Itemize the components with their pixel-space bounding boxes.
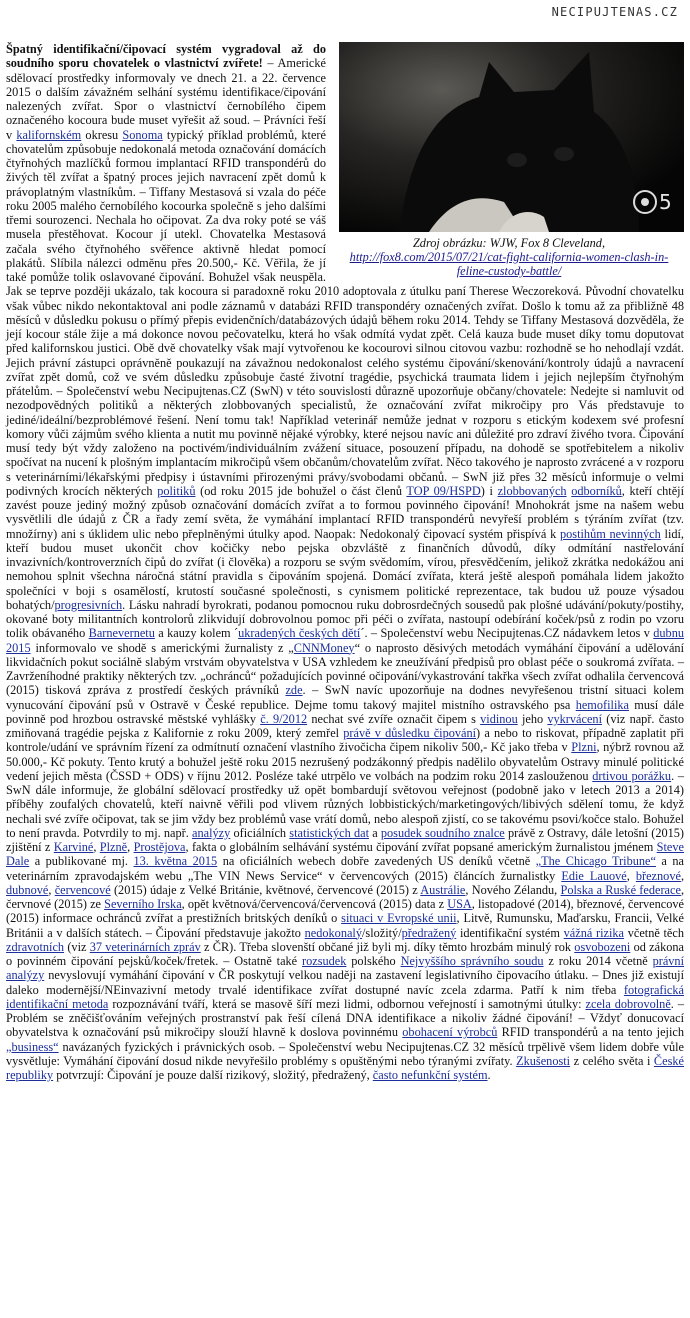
text-run: , Litvě, Rumunsku, Maďarsku, Francii, Velké Británii a v dalších státech. – Čipování představuje jakožto: [6, 911, 685, 940]
link-predrazeny[interactable]: předražený: [401, 925, 457, 940]
text-run: nevyslovují vymáhání čipování v ČR poskytují velkou naději na zastavení legislativního čipovacího útlaku. – Dnes již existují daleko modernější/NEinvazivní metody trvalé identifikace zvířat dostupné navíc zcela zdarma. Patří k nim třeba: [6, 968, 684, 997]
text-run: rozpoznávání tváří, která se masově šíří mezi lidmi, odbornou veřejností i samotnými útulky:: [108, 996, 586, 1011]
link-severni-irsko[interactable]: Severního Irska: [104, 897, 182, 911]
link-plzne[interactable]: Plzně: [99, 840, 128, 854]
text-run: od zákona o povinném čipování pejsků/koček/fretek. – Ostatně také: [6, 939, 684, 968]
link-postihum[interactable]: postihům nevinných: [560, 526, 661, 541]
text-run: ,: [93, 840, 100, 854]
link-statistickych-dat[interactable]: statistických dat: [289, 825, 369, 840]
link-zkusenosti[interactable]: Zkušenosti: [516, 1053, 571, 1068]
text-run: informovalo ve shodě s americkými žurnalisty z „: [30, 640, 294, 655]
text-run: ,: [127, 840, 134, 854]
text-run: (2015) údaje z Velké Británie, květnové, červencové (2015) z: [110, 882, 421, 897]
link-zdravotnich[interactable]: zdravotních: [6, 939, 65, 954]
text-run: (viz: [64, 939, 90, 954]
text-run: a kauzy kolem ´: [154, 626, 239, 641]
link-top09[interactable]: TOP 09/HSPD: [406, 483, 481, 498]
text-run: nechat své zvíře označit čipem s: [307, 711, 481, 726]
text-run: okresu: [81, 127, 123, 142]
link-karvine[interactable]: Karviné: [53, 840, 94, 854]
link-breznove[interactable]: březnové: [635, 868, 681, 883]
link-chicago-tribune[interactable]: „The Chicago Tribune“: [535, 854, 656, 869]
article-title: Špatný identifikační/čipovací systém vygradoval až do soudního sporu chovatelek o vlastnictví zvířete!: [6, 42, 326, 71]
link-business[interactable]: „business“: [6, 1039, 59, 1054]
text-run: . – SwN navíc upozorňuje na dodnes nevyřešenou tristní situaci kolem vynucování čipování psů v Ostravě v České republice. Dejme tomu takový majitel mistního ostravského psa: [6, 683, 685, 712]
link-vidinou[interactable]: vidinou: [480, 711, 518, 726]
link-foto-identifikace[interactable]: fotografická identifikační metoda: [6, 982, 684, 1011]
link-zlobbovanych[interactable]: zlobbovaných: [497, 483, 567, 498]
link-analyzy[interactable]: analýzy: [192, 825, 231, 840]
text-run: včetně těch: [624, 925, 684, 940]
link-vykrvaceni[interactable]: vykrvácení: [547, 711, 602, 726]
text-run: . Lásku nahradí byrokrati, podanou pomocnou ruku dobrosrdečných sousedů pak plošné udávání/pokuty/postihy, okované boty militantních kontrolorů zlikvidují dobrovolnou pomoc při péči o zvířata, nastoupí odebírání koček/psů z rodin po vzoru tolik obávaného: [6, 597, 684, 641]
link-situace-eu[interactable]: situaci v Evropské unii: [341, 911, 457, 926]
link-dubnove[interactable]: dubnové: [6, 882, 49, 897]
link-polska-rusko[interactable]: Polska a Ruské federace: [560, 882, 681, 897]
text-run: . – Problém se zněčišťováním veřejných prostranství pak řeší cílená DNA identifikace a nikoliv žádné čipování! – Vždyť donucovací obyvatelstva k označování psů mikročipy slouží hlavně k doslova povinnému: [6, 996, 684, 1040]
text-run: z ČR). Třeba slovenští občané již byli mj. díky těmto hrozbám minulý rok: [200, 939, 575, 954]
text-run: ,: [680, 868, 685, 883]
link-plzni[interactable]: Plzni: [571, 740, 597, 755]
link-zde[interactable]: zde: [285, 683, 303, 698]
text-run: oficiálních: [230, 825, 290, 840]
link-cnnmoney[interactable]: CNNMoney: [293, 640, 355, 655]
link-vyhlaska-9-2012[interactable]: č. 9/2012: [260, 711, 308, 726]
text-run: a: [368, 825, 381, 840]
link-politiku[interactable]: politiků: [157, 483, 196, 498]
text-run: ) a nebo to riskovat, případně zaplatit při kontrole/udání ve správním řízení za odmítnutí označení vlastního živočicha čipem nikoliv 500,- Kč jako třeba v: [6, 726, 684, 755]
text-run: lidí, kteří budou muset ukončit chov kočičky nebo pejska obzvláště z finančních důvodů, díky odmítání nastřelování invazivních/kontroverzních čipů do zvířat (i člověka) a rozporu se svým svědomím, vírou, přesvědčením, jelikož zkrátka nedokážou ani nemohou splnit všechna náročná státní pravidla s čipováním spojená. Domácí zvířata, která ještě alespoň pomáhala lidem jakožto společníci v boji s osamělostí, krutostí současné společnosti, s cynismem politické reprezentace, tak budou už pouze výsadou bohatých/: [6, 526, 684, 612]
link-nefunkcni-system[interactable]: často nefunkční systém: [372, 1068, 488, 1082]
link-cervencove[interactable]: červencové: [54, 882, 111, 897]
text-run: , opět květnová/červencová/červencová (2015) data z: [181, 897, 448, 911]
text-run: ,: [626, 868, 636, 883]
link-drtivou-porazku[interactable]: drtivou porážku: [592, 768, 672, 783]
text-run: právě z Ostravy, dále letošní (2015) zjištění z: [6, 825, 685, 854]
link-duben-2015[interactable]: dubnu 2015: [6, 626, 684, 655]
text-run: (od roku 2015 jde bohužel o část členů: [195, 483, 407, 498]
text-run: , Nového Zélandu,: [465, 882, 561, 897]
text-run: – Americké sdělovací prostředky informovaly ve dnech 21. a 22. července 2015 o dalším závažném selhání systému identifikace/čipování nalezených zvířat. Spor o vlastnictví černobílého čipem označeného kocoura bude muset vyřešit až soud. – Právníci řeší v: [6, 56, 326, 142]
text-run: , nýbrž rovnou až 50.000,- Kč pokuty. Tento krutý a bohužel ještě roku 2015 nezrušený podzákonný předpis nadělilo obyvatelům Ostravy minulé politické vedení jejich města (ČSSD + ODS) v říjnu 2012. Posléze také utrpělo ve volbách na podzim roku 2014 zaslouženou: [6, 740, 684, 783]
link-australie[interactable]: Austrálie: [420, 882, 466, 897]
link-odborniku[interactable]: odborníků: [571, 483, 622, 498]
link-kalifornskem[interactable]: kalifornském: [16, 127, 82, 142]
article-body: [6, 42, 684, 1082]
link-barnevernet[interactable]: Barnevernetu: [88, 626, 155, 641]
text-run: , červnové (2015) ze: [6, 882, 685, 911]
link-edie-lauove[interactable]: Edie Lauové: [561, 868, 627, 883]
text-run: , fakta o globálním selhávání systému čipování zvířat popsané americkým žurnalistou jménem: [185, 840, 657, 854]
link-posudek[interactable]: posudek soudního znalce: [380, 825, 505, 840]
link-steve-dale[interactable]: Steve Dale: [6, 840, 684, 869]
cat-photo: [339, 42, 684, 232]
text-run: z roku 2014 včetně: [543, 954, 653, 968]
tv-logo-text: 5: [659, 190, 672, 214]
link-13-kvetna-2015[interactable]: 13. května 2015: [133, 854, 218, 869]
text-run: typický příklad problémů, které chovatelům způsobuje nedokonalá metoda označování domácích čtyřnohých mazlíčků formou implantací RFID transpondérů do živých těl zvířat a špatný proces jejich navracení zpět domů k právoplatným vlastníkům. – Tiffany Mestasová si vzala do péče roku 2005 malého černobílého kocourka společně s jeho dalšími třemi sourozenci. Nechala ho očipovat. Za dva roky poté se váš musela přestěhovat. Kocour jí utekl. Chovatelka Mestasová začala svého čtyřnohého svěřence aktivně hledat pomocí plakátů. Slíbila nálezci odměnu přes 20.500,- Kč. Věřila, že jí také pomůže tolik oslavované čipování. Bohužel však neuspěla. Jak se teprve později ukázalo, tak kocoura si paradoxně roku 2010 adoptovala z útulku paní Therese Weczoreková. Původní chovatelku však vůbec nikdo nekontaktoval ani podle záznamů v databázi RFID transpondéry označených zvířat. Došlo k tomu až za přibližně 48 měsíců v důsledku pokusu o přímý přepis evidenčních/databázových údajů během roku 2014. Tehdy se Tiffany Mestasová dozvěděla, že její kocour stále žije a má dokonce novou pečovatelku, která ho však odmítá vydat zpět. Celá kauza bude muset díky tomu doputovat před kalifornskou justici. Obě dvě chovatelky však mají vytvořenou ke kocourovi silnou citovou vazbu: rozhodně se ho nehodlají vzdát. Jejich právní zástupci oprávněně poukazují na závažnou nedokonalost celého systému čipování/skenování/kontroly údajů a navracení zvířat zpět domů, což ve svém důsledku způsobuje časté životní tragédie, psychická traumata lidem i jejich nejlepším čtyřnohým přátelům. – Společenství webu Necipujtenas.CZ (SwN) v této souvislosti důrazně upozorňuje občany/chovatele: Nedejte si namluvit od nezodpovědných politiků a některých zlobbovaných specialistů, že označování zvířat mikročipy pro Vás představuje to jediné/ideální/bezproblémové řešení. Není tomu tak! Například veterinář nemůže jednat v rozporu s etickým kodexem své profesní komory vůči zájmům svého klienta a nutit mu povinně nějaké výrobky, které nejsou navíc ani důležité pro zdraví živého tvora. Čipování musí tedy být vždy založeno na poctivém/individuálním zvážení situace, posouzení případu, na dohodě se spotřebitelem a nikoliv spočívat na nucení k plošným implantacím mikročipů všem občanům/chovatelům zvířat. Něco takového je naprosto zvrácené a v rozporu s veterinárními/lékařskými předpisy i ústavními přirozenými právy/svobodami občanů. – SwN již přes 32 měsíců informuje o velmi podivných krocích některých: [6, 127, 684, 498]
figure-caption: [334, 236, 684, 278]
text-run: musí dále povinně pod hrozbou ostravské městské vyhlášky: [6, 697, 684, 726]
cat-silhouette-graphic: [339, 42, 684, 232]
article-figure: [334, 42, 684, 278]
text-run: ,: [48, 882, 55, 897]
link-rozsudek[interactable]: rozsudek: [302, 954, 347, 968]
text-run: ) i: [480, 483, 498, 498]
link-obohaceni-vyrobcu[interactable]: obohacení výrobců: [402, 1025, 498, 1040]
link-nejvyssi-soud[interactable]: Nejvyššího správního soudu: [400, 954, 544, 968]
link-osvobozeni[interactable]: osvobozeni: [574, 939, 631, 954]
text-run: identifikační systém: [456, 925, 564, 940]
link-hemofilika[interactable]: hemofilika: [575, 697, 629, 712]
text-run: polského: [346, 954, 401, 968]
text-run: , kteří chtějí zavést pouze jediný možný způsob označování domácích zvířat a to formou povinného čipování! Mnohokrát jsme na našem webu vysvětlili dle údajů z ČR a řady zemí světa, že vymáhání implantací RFID transpondérů nevyřeší problém s týráním zvířat (tzv. množírny) ani s úklidem ulic nebo přeplněnými útulky apod. Naopak: Nedokonalý čipovací systém přispívá k: [6, 483, 685, 541]
link-usa[interactable]: USA: [447, 897, 472, 911]
text-run: navázaných fyzických i právnických osob. – Společenství webu Necipujtenas.CZ 32 měsíců trpělivě všem lidem dobře vůle vysvětluje: Vymáhání čipování dosud nikde nevyřešilo problémy s opuštěnými nebo týranými zvířaty.: [6, 1039, 684, 1068]
text-run: “ o naprosto děsivých metodách vymáhání čipování a udělování likvidačních pokut sociálně slabým vrstvám obyvatelstva v USA vzhledem ke zneužívání předpisů pro oblast péče o soukromá zvířata. – Zavrženíhodné praktiky některých tzv. „ochránců“ požadujících povinné očipování/vykastrování takřka všech zvířat odhalila červencová (2015) tisková zpráva z prostředí českých právníků: [6, 640, 684, 698]
link-pravni-analyzy[interactable]: právní analýzy: [6, 954, 684, 983]
text-run: z celého světa i: [570, 1053, 654, 1068]
link-ceske-republiky[interactable]: České republiky: [6, 1053, 684, 1082]
caption-source-link[interactable]: http://fox8.com/2015/07/21/cat-fight-california-women-clash-in-feline-custody-battle/: [349, 250, 669, 278]
link-sonoma[interactable]: Sonoma: [122, 127, 163, 142]
link-ukradenych-deti[interactable]: ukradených českých dětí: [238, 626, 361, 641]
text-run: . – SwN dále informuje, že globální sdělovací prostředky už opět bombardují světovou veřejnost (podobně jako v letech 2013 a 2014) příběhy zoufalých chovatelů, kteří naivně věřili pod vlivem různých lobbistických/marketingových/libivých sdělení tomu, že když nechali své zvíře očipovat, tak se jim vždy bez problémů vase vrátí domů, nebo alespoň zjistí, co se takovému psovi/kočce stalo. Bohužel to není pravda. Potvrdily to mj. např.: [6, 768, 685, 840]
text-run: a na veterinárním zpravodajském webu „The VIN News Service“ v červencových (2015) článcích žurnalistky: [6, 854, 684, 883]
text-run: na oficiálních webech dobře zavedených US deníků včetně: [217, 854, 536, 869]
text-run: (viz např. často zmiňovaná tragédie pejska z Kalifornie z roku 2009, který zemřel: [6, 711, 684, 740]
text-run: a publikované mj.: [29, 854, 134, 869]
text-run: .: [487, 1068, 491, 1082]
link-nedokonaly[interactable]: nedokonalý: [304, 925, 362, 940]
link-vazna-rizika[interactable]: vážná rizika: [563, 925, 625, 940]
text-run: /složitý/: [362, 925, 402, 940]
site-watermark: NECIPUJTENAS.CZ: [551, 5, 678, 19]
text-run: , listopadové (2014), březnové, červencové (2015) informace ochránců zvířat a prestižních britských deníků o: [6, 897, 684, 926]
link-prostejova[interactable]: Prostějova: [133, 840, 186, 854]
text-run: potvrzují: Čipování je pouze další rizikový, složitý, předražený,: [53, 1068, 373, 1082]
link-zcela-dobrovolne[interactable]: zcela dobrovolně: [585, 996, 671, 1011]
link-progresivnich[interactable]: progresivních: [54, 597, 123, 612]
caption-source: Zdroj obrázku: WJW, Fox 8 Cleveland,: [412, 236, 606, 250]
link-prave-cipovani[interactable]: právě v důsledku čipování: [343, 726, 477, 740]
text-run: RFID transpondérů a na tento jejich: [497, 1025, 684, 1040]
link-37-zprav[interactable]: 37 veterinárních zpráv: [89, 939, 201, 954]
text-run: jeho: [517, 711, 548, 726]
text-run: ´. – Společenství webu Necipujtenas.CZ nádavkem letos v: [360, 626, 654, 641]
